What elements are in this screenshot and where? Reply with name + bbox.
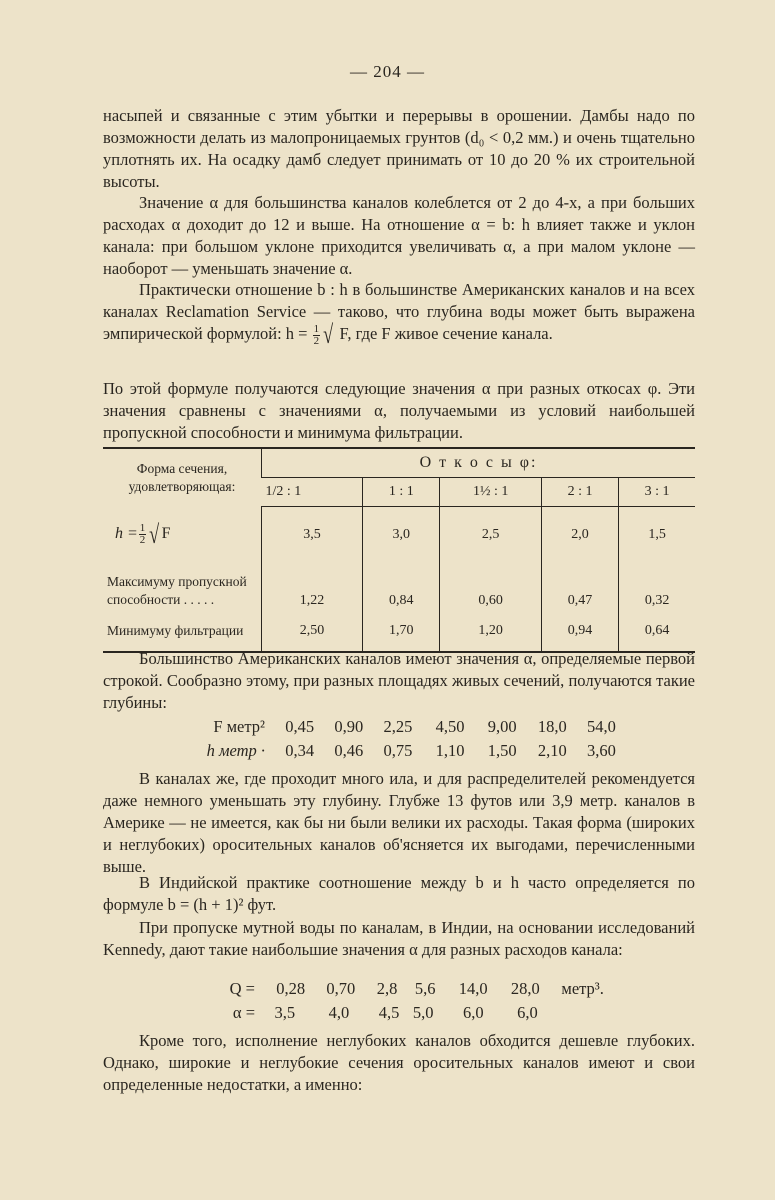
paragraph-3-text-a: Практически отношение b : h в большинстве Американских каналов и на всех каналах Reclamation Service — таково, что глубина воды может быть выражена эмпирической формулой: h = xyxy=(103,280,695,343)
paragraph-7 xyxy=(103,872,695,916)
table-cell: 0,32 xyxy=(619,563,695,611)
depth-f-value: 4,50 xyxy=(435,717,465,736)
fraction-one-half: $\frac{1}{2}$ xyxy=(139,522,146,547)
discharge-q-value: 28,0 xyxy=(510,979,540,998)
slope-coefficients-table xyxy=(103,447,695,653)
table-cell: 0,94 xyxy=(541,611,618,652)
discharge-alpha-label: α = xyxy=(232,1003,255,1022)
table-cell: 1,70 xyxy=(363,611,440,652)
discharge-q-value: 14,0 xyxy=(458,979,488,998)
page-number: — 204 — xyxy=(350,62,425,81)
table-cell: 1,5 xyxy=(619,507,695,564)
depth-h-value: 1,10 xyxy=(435,741,465,760)
depth-f-value: 2,25 xyxy=(383,717,413,736)
depth-h-value: 2,10 xyxy=(537,741,567,760)
depth-row-f xyxy=(103,716,695,738)
fraction-one-half xyxy=(313,324,321,347)
table-cell: 1,20 xyxy=(440,611,541,652)
depth-f-value: 9,00 xyxy=(487,717,517,736)
table-col-header: 1½ : 1 xyxy=(440,478,541,507)
depth-h-value: 0,34 xyxy=(285,741,315,760)
paragraph-9 xyxy=(103,1030,695,1096)
table-stub-header: Форма сечения, удовлетворяющая: xyxy=(128,460,236,494)
discharge-alpha-value: 6,0 xyxy=(463,1003,484,1022)
fraction-denominator: 2 xyxy=(313,334,320,347)
depth-h-value: 3,60 xyxy=(587,741,616,760)
table-cell: 2,0 xyxy=(541,507,618,564)
discharge-q-value: 2,8 xyxy=(376,979,398,998)
discharge-q-value: 5,6 xyxy=(414,979,436,998)
discharge-alpha-value: 4,0 xyxy=(328,1003,350,1022)
table-col-header: 1 : 1 xyxy=(363,478,440,507)
table-cell: 3,0 xyxy=(363,507,440,564)
table-col-header: 2 : 1 xyxy=(541,478,618,507)
depth-f-value: 18,0 xyxy=(537,717,567,736)
discharge-alpha-value: 5,0 xyxy=(412,1003,434,1022)
discharge-row-q xyxy=(103,978,695,1000)
table-cell: 2,50 xyxy=(262,611,363,652)
formula-h-label: h = xyxy=(115,525,138,543)
paragraph-7-text: В Индийской практике соотношение между b и h часто определяется по формуле b = (h + 1)² фут. xyxy=(103,873,695,914)
fraction-numerator: 1 xyxy=(313,322,320,335)
table-col-header: 1/2 : 1 xyxy=(262,478,363,507)
paragraph-5-text: Большинство Американских каналов имеют значения α, определяемые первой строкой. Сообразно этому, при разных площадях живых сечений, получаются такие глубины: xyxy=(103,649,695,712)
depth-h-value: 1,50 xyxy=(487,741,517,760)
table-row xyxy=(103,507,695,564)
table-cell: 1,22 xyxy=(262,563,363,611)
table-row xyxy=(103,611,695,652)
paragraph-9-text: Кроме того, исполнение неглубоких каналов обходится дешевле глубоких. Однако, широкие и неглубокие сечения оросительных каналов имеют и свои определенные недостатки, а именно: xyxy=(103,1031,695,1094)
paragraph-5 xyxy=(103,648,695,714)
table-cell: 0,60 xyxy=(440,563,541,611)
paragraph-6 xyxy=(103,768,695,878)
paragraph-3 xyxy=(103,279,695,350)
sqrt-symbol: √ xyxy=(149,519,160,549)
table-row xyxy=(103,563,695,611)
formula-f-label: F xyxy=(161,525,171,543)
depth-f-value: 0,45 xyxy=(285,717,315,736)
depth-f-value: 54,0 xyxy=(587,717,616,736)
discharge-row-alpha xyxy=(103,1002,695,1024)
discharge-alpha-value: 4,5 xyxy=(378,1003,400,1022)
depth-f-value: 0,90 xyxy=(334,717,364,736)
table-cell: 0,64 xyxy=(619,611,695,652)
paragraph-4: По этой формуле получаются следующие значения α при разных откосах φ. Эти значения сравнены с значениями α, получаемыми из условий наибольшей пропускной способности и минимума фильтрации. xyxy=(103,379,695,442)
discharge-alpha-value: 6,0 xyxy=(517,1003,538,1022)
table-cell: 0,84 xyxy=(363,563,440,611)
paragraph-3-text-b: F, где F живое сечение канала. xyxy=(339,324,553,343)
sqrt-symbol: √ xyxy=(323,320,334,350)
paragraph-8-text: При пропуске мутной воды по каналам, в Индии, на основании исследований Kennedy, дают такие наибольшие значения α для разных расходов канала: xyxy=(103,918,695,959)
paragraph-2-text: Значение α для большинства каналов колеблется от 2 до 4-х, а при больших расходах α доходит до 12 и выше. На отношение α = b: h влияет также и уклон канала: при большом уклоне приходится увеличивать α, а при малом уклоне — наоборот — уменьшать значение α. xyxy=(103,193,695,278)
discharge-q-value: 0,70 xyxy=(326,979,356,998)
table-col-header: 3 : 1 xyxy=(619,478,695,507)
discharge-q-unit: метр³. xyxy=(561,979,604,998)
paragraph-2 xyxy=(103,192,695,280)
table-row-label xyxy=(103,507,262,564)
depth-h-value: 0,46 xyxy=(334,741,364,760)
depth-row-h xyxy=(103,740,695,762)
table-cell: 3,5 xyxy=(262,507,363,564)
table-row-label: Минимуму фильтрации xyxy=(107,623,244,638)
table-cell: 2,5 xyxy=(440,507,541,564)
table-group-header: О т к о с ы φ: xyxy=(262,448,696,478)
discharge-q-value: 0,28 xyxy=(276,979,306,998)
paragraph-6-text: В каналах же, где проходит много ила, и для распределителей рекомендуется даже немного уменьшать эту глубину. Глубже 13 футов или 3,9 метр. каналов в Америке — не имеется, как бы ни были велики их расходы. Такая форма (широких и неглубоких) оросительных каналов об'ясняется их выгодами, перечисленными выше. xyxy=(103,769,695,876)
paragraph-1: насыпей и связанные с этим убытки и перерывы в орошении. Дамбы надо по возможности делать из малопроницаемых грунтов (d₀ < 0,2 мм.) и очень тщательно уплотнять их. На осадку дамб следует принимать от 10 до 20 % их строительной высоты. xyxy=(103,106,695,191)
table-cell: 0,47 xyxy=(541,563,618,611)
paragraph-8 xyxy=(103,917,695,961)
discharge-q-label: Q = xyxy=(229,979,255,998)
depth-h-label: h метр · xyxy=(206,741,265,760)
depth-h-value: 0,75 xyxy=(383,741,413,760)
discharge-alpha-value: 3,5 xyxy=(274,1003,296,1022)
table-row-label: Максимуму пропускной способности . . . . . xyxy=(107,574,247,607)
depth-f-label: F метр² xyxy=(213,717,265,736)
